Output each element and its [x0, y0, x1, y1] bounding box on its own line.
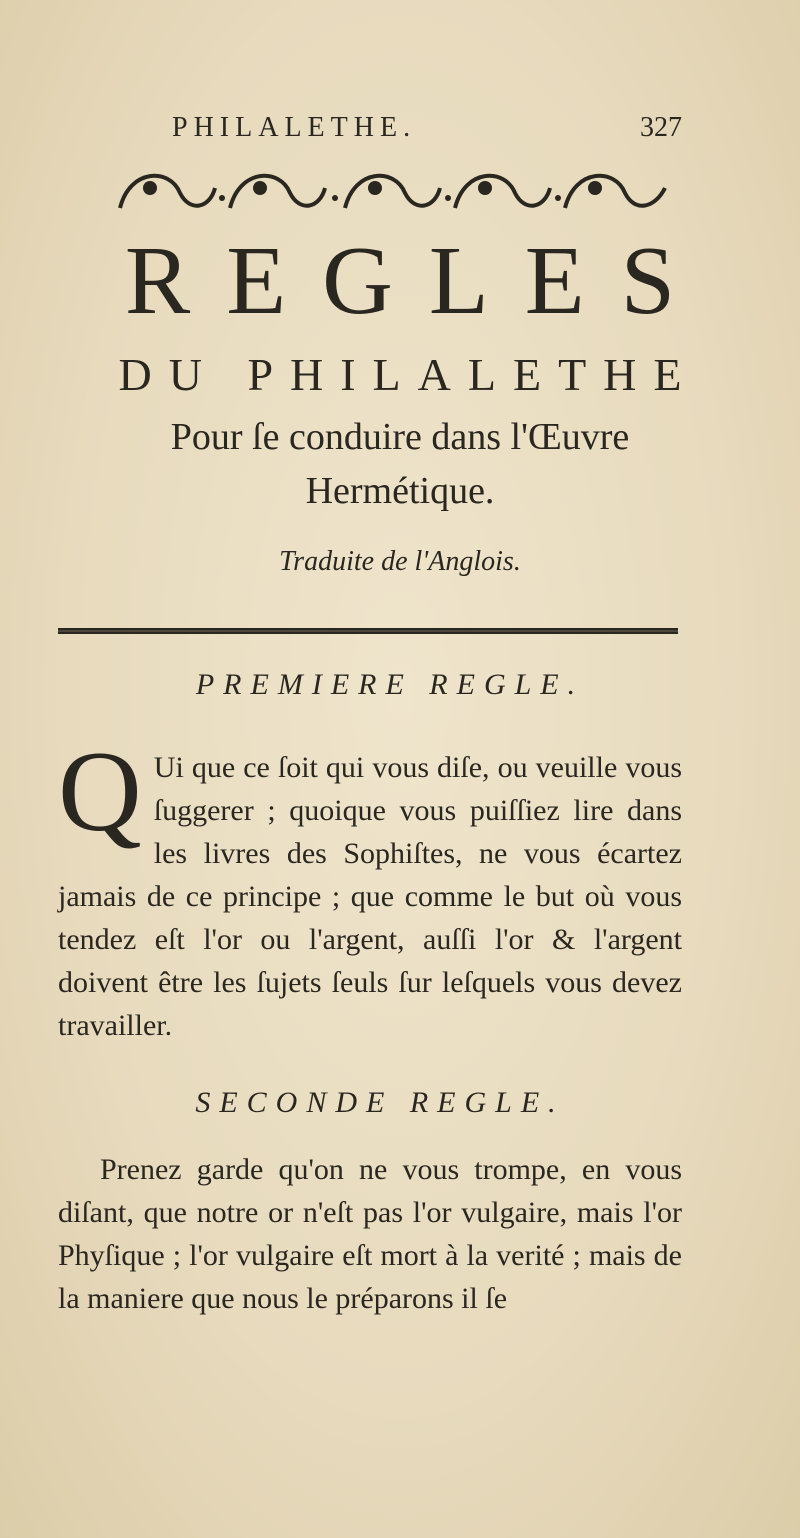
translated-note: Traduite de l'Anglois. [279, 546, 521, 577]
divider-rule [58, 628, 678, 634]
drop-cap: Q [58, 728, 142, 856]
section-heading-second: SECONDE REGLE. [195, 1086, 565, 1119]
fleuron-band-ornament-icon [110, 158, 675, 224]
paragraph-first [58, 728, 682, 1047]
title-description [0, 410, 800, 518]
paragraph-first-text: Ui que ce ſoit qui vous diſe, ou veuille vous ſuggerer ; quoique vous puiſſiez lire dans les livres des Sophiſtes, ne vous écartez jamais de ce principe ; que comme le but où vous tendez eſt l'or ou l'argent, auſſi l'or & l'argent doivent être les ſujets ſeuls ſur leſquels vous devez travailler. [58, 751, 682, 1042]
title-desc-line2: Hermétique. [305, 470, 495, 512]
section-heading-first: PREMIERE REGLE. [195, 668, 585, 701]
running-head [172, 112, 682, 152]
title-desc-line1: Pour ſe conduire dans l'Œuvre [170, 416, 630, 458]
paragraph-second: Prenez garde qu'on ne vous trompe, en vous diſant, que notre or n'eſt pas l'or vulgaire, mais l'or Phyſique ; l'or vulgaire eſt mort à la verité ; mais de la maniere que nous le préparons il ſe [58, 1153, 682, 1315]
title-sub: DU PHILALETHE [118, 349, 699, 400]
running-title: PHILALETHE. [172, 112, 417, 143]
title-main: REGLES [124, 227, 712, 335]
page-number: 327 [640, 112, 682, 143]
